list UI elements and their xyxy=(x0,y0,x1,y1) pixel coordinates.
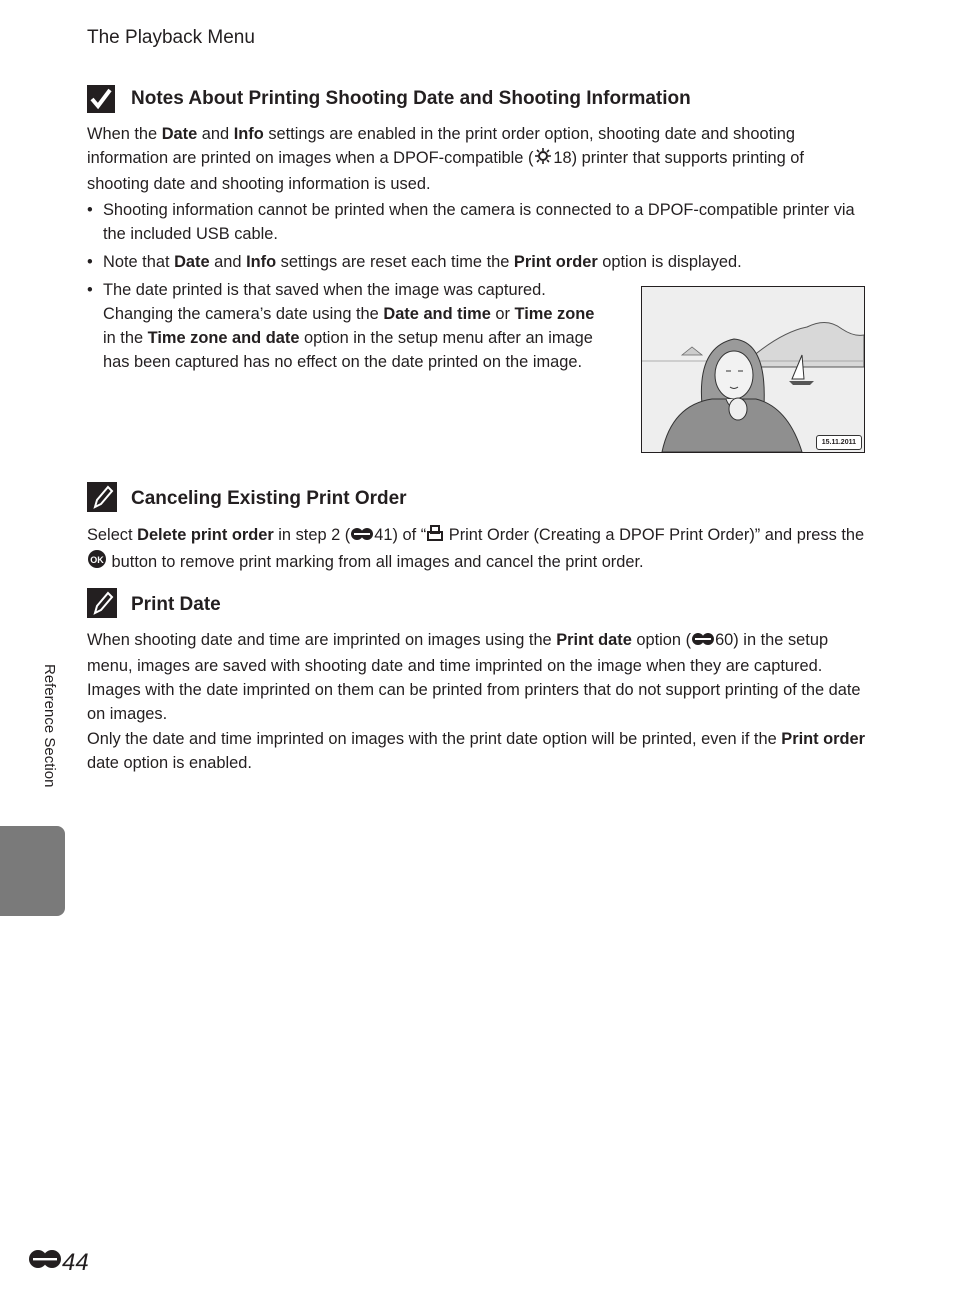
svg-text:OK: OK xyxy=(90,555,104,565)
page-number: 44 xyxy=(28,1248,89,1277)
running-header: The Playback Menu xyxy=(87,27,255,48)
note3-paragraph-1: When shooting date and time are imprinted on images using the Print date option ( 60) in the setup menu, images are saved with shooting date and time imprinted on the image when they are captured. Images with the date imprinted on them can be printed from printers that do not support printing of the date on images. xyxy=(87,631,861,723)
note1-paragraph: When the Date and Info settings are enabled in the print order option, shooting date and shooting information are printed on images when a DPOF-compatible ( 18) printer that supports printing of shooting date and shooting information is used. xyxy=(87,125,804,193)
note-title-printing-info: Notes About Printing Shooting Date and Shooting Information xyxy=(131,88,691,109)
note-pencil-icon xyxy=(87,588,117,618)
caution-check-icon xyxy=(87,85,115,113)
reference-section-icon xyxy=(350,525,374,549)
setup-ref-icon xyxy=(533,147,553,172)
note2-paragraph: Select Delete print order in step 2 ( 41) of “ Print Order (Creating a DPOF Print Order)” and press the OK button to remove print marking from all images and cancel the print order. xyxy=(87,523,867,576)
note-title-canceling: Canceling Existing Print Order xyxy=(131,488,407,509)
sample-photo-illustration xyxy=(641,286,865,453)
reference-section-icon xyxy=(691,630,715,654)
note3-paragraph-2: Only the date and time imprinted on images with the print date option will be printed, even if the Print order date option is enabled. xyxy=(87,730,866,772)
note1-bullet-usb: • Shooting information cannot be printed when the camera is connected to a DPOF-compatible printer via the included USB cable. xyxy=(87,201,855,243)
section-tab-marker xyxy=(0,826,65,916)
section-side-label: Reference Section xyxy=(41,664,58,788)
print-order-icon xyxy=(426,524,444,549)
note1-bullet-reset: • Note that Date and Info settings are reset each time the Print order option is displayed. xyxy=(87,253,742,271)
photo-date-imprint: 15.11.2011 xyxy=(816,435,862,450)
ok-button-icon xyxy=(87,549,107,576)
note1-bullet-date-saved: • The date printed is that saved when the image was captured. Changing the camera’s date using the Date and time or Time zone in the Time zone and date option in the setup menu after an image has been captured has no effect on the date printed on the image. xyxy=(87,281,595,371)
reference-section-icon xyxy=(28,1248,62,1277)
note-pencil-icon xyxy=(87,482,117,512)
note-title-print-date: Print Date xyxy=(131,594,221,615)
